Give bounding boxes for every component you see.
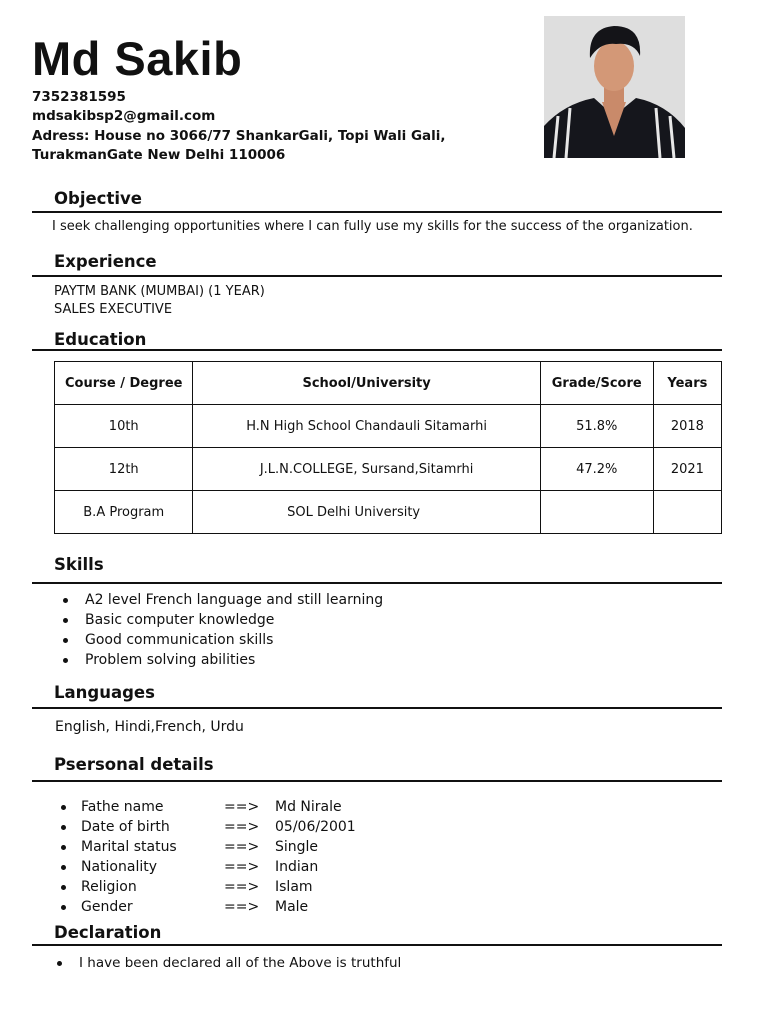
objective-text: I seek challenging opportunities where I can fully use my skills for the success of the organization.: [52, 219, 693, 234]
phone-number: 7352381595: [32, 89, 126, 105]
section-divider: [32, 211, 722, 213]
declaration-list: [79, 953, 401, 973]
bullet: [61, 845, 66, 850]
detail-value: Male: [275, 899, 309, 915]
detail-value: Indian: [275, 859, 319, 875]
detail-arrow: ==>: [224, 839, 260, 855]
table-cell: 2018: [653, 405, 721, 448]
detail-arrow: ==>: [224, 799, 260, 815]
experience-company: PAYTM BANK (MUMBAI) (1 YEAR): [54, 284, 265, 299]
detail-label: Gender: [81, 899, 133, 915]
column-header: Grade/Score: [540, 362, 653, 405]
experience-role: SALES EXECUTIVE: [54, 302, 173, 317]
personal-details-list: [59, 797, 459, 917]
list-item: [59, 897, 459, 917]
table-cell: 2021: [653, 448, 721, 491]
section-divider: [32, 349, 722, 351]
column-header: Course / Degree: [55, 362, 193, 405]
list-item: Good communication skills: [85, 630, 383, 650]
list-item: [59, 837, 459, 857]
section-divider: [32, 275, 722, 277]
skills-heading: Skills: [54, 555, 104, 574]
personal-details-heading: Psersonal details: [54, 755, 214, 774]
profile-photo: [544, 16, 685, 158]
detail-value: 05/06/2001: [275, 819, 356, 835]
bullet: [61, 905, 66, 910]
table-row: [55, 491, 722, 534]
detail-label: Religion: [81, 879, 137, 895]
detail-arrow: ==>: [224, 899, 260, 915]
languages-text: English, Hindi,French, Urdu: [55, 719, 244, 735]
detail-arrow: ==>: [224, 819, 260, 835]
detail-arrow: ==>: [224, 879, 260, 895]
list-item: I have been declared all of the Above is truthful: [79, 955, 402, 971]
detail-label: Marital status: [81, 839, 177, 855]
table-row: [55, 448, 722, 491]
candidate-name: Md Sakib: [32, 32, 243, 85]
address-line-2: TurakmanGate New Delhi 110006: [32, 147, 286, 163]
bullet: [61, 805, 66, 810]
table-cell: 12th: [55, 448, 193, 491]
list-item: [59, 877, 459, 897]
education-heading: Education: [54, 330, 147, 349]
section-divider: [32, 780, 722, 782]
column-header: Years: [653, 362, 721, 405]
experience-heading: Experience: [54, 252, 157, 271]
table-header-row: [55, 362, 722, 405]
table-cell: SOL Delhi University: [193, 491, 540, 534]
detail-value: Md Nirale: [275, 799, 342, 815]
detail-value: Islam: [275, 879, 313, 895]
table-cell: B.A Program: [55, 491, 193, 534]
table-cell: 10th: [55, 405, 193, 448]
detail-label: Fathe name: [81, 799, 164, 815]
education-table: [54, 361, 722, 534]
table-cell: [653, 491, 721, 534]
table-cell: H.N High School Chandauli Sitamarhi: [193, 405, 540, 448]
table-cell: 47.2%: [540, 448, 653, 491]
section-divider: [32, 582, 722, 584]
objective-heading: Objective: [54, 189, 142, 208]
email-address: mdsakibsp2@gmail.com: [32, 108, 216, 124]
bullet: [61, 825, 66, 830]
detail-arrow: ==>: [224, 859, 260, 875]
list-item: Basic computer knowledge: [85, 610, 383, 630]
detail-label: Date of birth: [81, 819, 170, 835]
table-cell: [540, 491, 653, 534]
section-divider: [32, 707, 722, 709]
section-divider: [32, 944, 722, 946]
table-cell: J.L.N.COLLEGE, Sursand,Sitamrhi: [193, 448, 540, 491]
bullet: [61, 885, 66, 890]
detail-value: Single: [275, 839, 319, 855]
languages-heading: Languages: [54, 683, 155, 702]
list-item: [59, 817, 459, 837]
list-item: Problem solving abilities: [85, 650, 383, 670]
address-line-1: Adress: House no 3066/77 ShankarGali, Topi Wali Gali,: [32, 128, 446, 144]
list-item: A2 level French language and still learning: [85, 592, 384, 608]
list-item: [59, 857, 459, 877]
bullet: [61, 865, 66, 870]
list-item: [59, 797, 459, 817]
table-cell: 51.8%: [540, 405, 653, 448]
table-row: [55, 405, 722, 448]
column-header: School/University: [193, 362, 540, 405]
declaration-heading: Declaration: [54, 923, 162, 942]
skills-list: [85, 590, 383, 670]
detail-label: Nationality: [81, 859, 158, 875]
